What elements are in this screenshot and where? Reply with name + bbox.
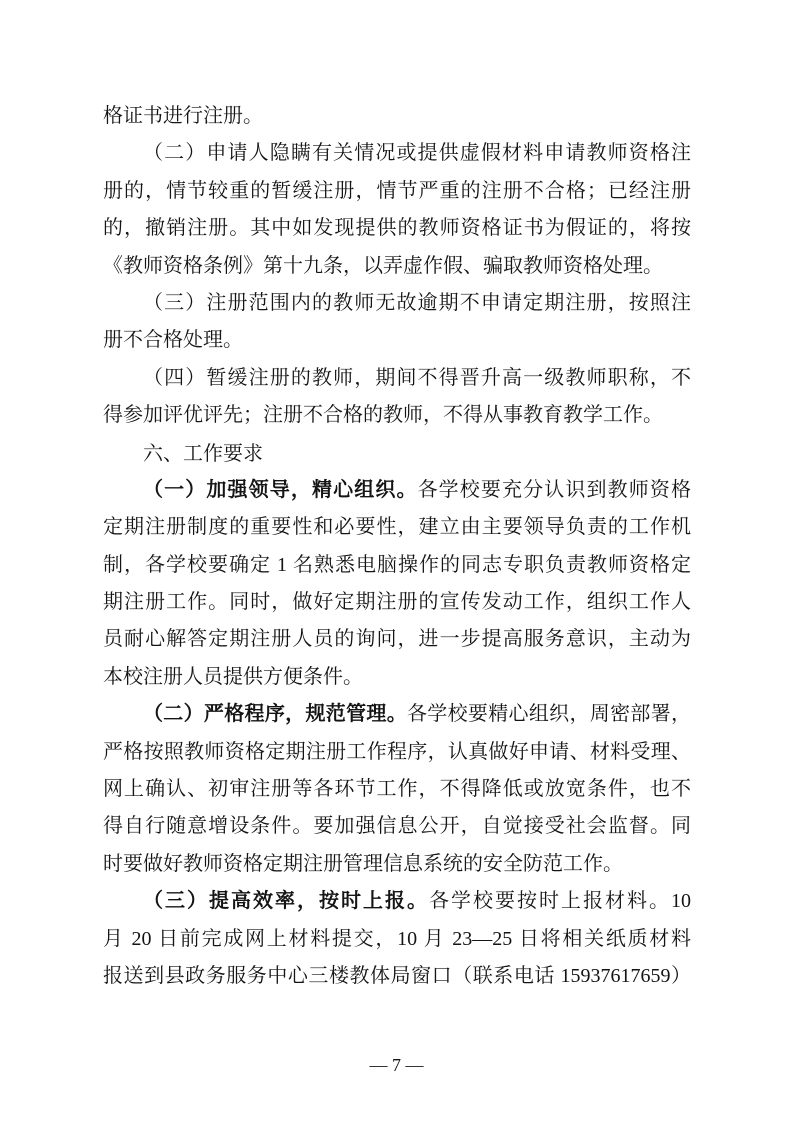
paragraph: [103, 135, 691, 285]
text-line: [103, 472, 691, 509]
paragraph: [103, 472, 691, 696]
paragraph: [103, 98, 691, 135]
text-line: 册不合格处理。: [103, 329, 243, 352]
paragraph: [103, 696, 691, 883]
text-line: 网上确认、初审注册等各环节工作，不得降低或放宽条件，也不: [103, 778, 691, 801]
text-line: [103, 696, 691, 733]
page-number: — 7 —: [369, 1055, 424, 1075]
text-line: 的，撤销注册。其中如发现提供的教师资格证书为假证的，将按: [103, 217, 691, 240]
paragraph-lead: （三）提高效率，按时上报。: [143, 890, 429, 913]
text-line: 时要做好教师资格定期注册管理信息系统的安全防范工作。: [103, 852, 623, 875]
paragraph-lead: （一）加强领导，精心组织。: [143, 478, 418, 501]
text-line: 制，各学校要确定 1 名熟悉电脑操作的同志专职负责教师资格定: [103, 553, 691, 576]
paragraph: [103, 285, 691, 360]
text-line: 得自行随意增设条件。要加强信息公开，自觉接受社会监督。同: [103, 815, 691, 838]
text-run: 各学校要充分认识到教师资格: [417, 478, 692, 501]
text-run: 各学校要精心组织，周密部署，: [407, 703, 691, 726]
paragraph: [103, 360, 691, 435]
text-line: 报送到县政务服务中心三楼教体局窗口（联系电话 15937617659）: [103, 964, 691, 987]
text-line: 得参加评优评先；注册不合格的教师，不得从事教育教学工作。: [103, 404, 663, 427]
text-line: 严格按照教师资格定期注册工作程序，认真做好申请、材料受理、: [103, 740, 691, 763]
text-line: （三）注册范围内的教师无故逾期不申请定期注册，按照注: [143, 291, 691, 314]
text-line: [103, 883, 691, 920]
paragraph: [103, 883, 691, 995]
document-body: [103, 98, 691, 995]
text-line: 本校注册人员提供方便条件。: [103, 665, 363, 688]
paragraph-lead: （二）严格程序，规范管理。: [143, 703, 407, 726]
text-line: （二）申请人隐瞒有关情况或提供虚假材料申请教师资格注: [143, 142, 691, 165]
text-line: 定期注册制度的重要性和必要性，建立由主要领导负责的工作机: [103, 516, 691, 539]
text-line: 《教师资格条例》第十九条，以弄虚作假、骗取教师资格处理。: [103, 254, 663, 277]
text-line: 册的，情节较重的暂缓注册，情节严重的注册不合格；已经注册: [103, 179, 691, 202]
text-line: 月 20 日前完成网上材料提交，10 月 23—25 日将相关纸质材料: [103, 927, 691, 950]
text-line: 期注册工作。同时，做好定期注册的宣传发动工作，组织工作人: [103, 591, 691, 614]
text-line: （四）暂缓注册的教师，期间不得晋升高一级教师职称，不: [143, 366, 691, 389]
text-line: 员耐心解答定期注册人员的询问，进一步提高服务意识，主动为: [103, 628, 691, 651]
text-run: 各学校要按时上报材料。10: [429, 890, 691, 913]
section-heading: 六、工作要求: [143, 440, 263, 465]
text-line: 格证书进行注册。: [103, 105, 263, 127]
